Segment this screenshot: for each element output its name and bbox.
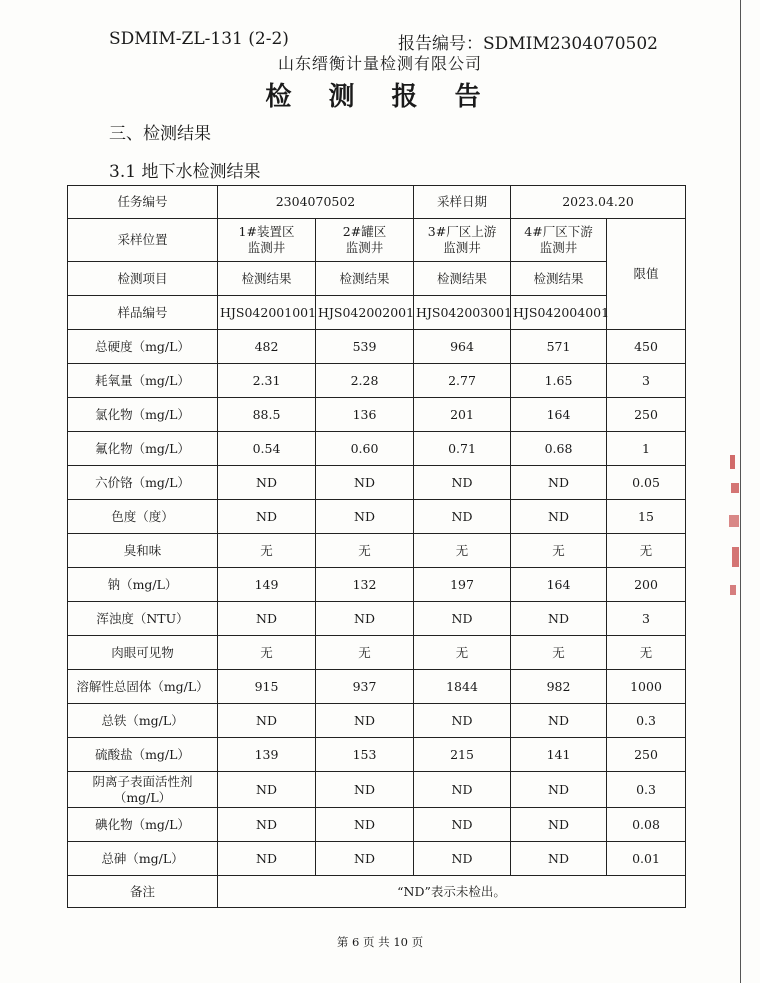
result-label: 检测结果 <box>218 262 316 296</box>
result-value: 2.31 <box>218 364 316 398</box>
result-value: 937 <box>316 670 414 704</box>
result-value: ND <box>414 500 511 534</box>
location-row <box>68 219 686 262</box>
table-row <box>68 568 686 602</box>
result-value: 2.28 <box>316 364 414 398</box>
result-value: 无 <box>218 636 316 670</box>
table-row <box>68 704 686 738</box>
result-value: ND <box>511 704 607 738</box>
table-row <box>68 636 686 670</box>
item-name: 臭和味 <box>68 534 218 568</box>
limit-value: 250 <box>607 738 686 772</box>
result-label: 检测结果 <box>511 262 607 296</box>
remark-row <box>68 876 686 908</box>
seal-stamp-fragment <box>728 455 742 615</box>
limit-value: 3 <box>607 602 686 636</box>
report-number: 报告编号：SDMIM2304070502 <box>398 34 658 54</box>
result-value: 915 <box>218 670 316 704</box>
table-row <box>68 398 686 432</box>
result-value: ND <box>414 808 511 842</box>
item-label: 检测项目 <box>68 262 218 296</box>
table-row <box>68 772 686 808</box>
result-value: ND <box>511 500 607 534</box>
location-cell: 2#罐区 监测井 <box>316 219 414 262</box>
result-value: ND <box>316 466 414 500</box>
result-value: 1.65 <box>511 364 607 398</box>
table-row <box>68 842 686 876</box>
result-value: ND <box>414 602 511 636</box>
result-value: 132 <box>316 568 414 602</box>
item-name: 耗氧量（mg/L） <box>68 364 218 398</box>
item-header-row <box>68 262 686 296</box>
result-value: ND <box>218 602 316 636</box>
sample-date-label: 采样日期 <box>414 186 511 219</box>
limit-value: 450 <box>607 330 686 364</box>
item-name: 阴离子表面活性剂 （mg/L） <box>68 772 218 808</box>
location-label: 采样位置 <box>68 219 218 262</box>
result-value: 136 <box>316 398 414 432</box>
item-name: 总硬度（mg/L） <box>68 330 218 364</box>
result-value: 139 <box>218 738 316 772</box>
result-value: 141 <box>511 738 607 772</box>
result-value: ND <box>511 466 607 500</box>
result-value: ND <box>316 500 414 534</box>
result-value: 0.71 <box>414 432 511 466</box>
remark-text: “ND”表示未检出。 <box>218 876 686 908</box>
result-value: 571 <box>511 330 607 364</box>
page-footer: 第 6 页 共 10 页 <box>336 935 424 949</box>
limit-value: 1 <box>607 432 686 466</box>
item-name: 六价铬（mg/L） <box>68 466 218 500</box>
page-title: 检 测 报 告 <box>265 82 495 112</box>
result-value: 201 <box>414 398 511 432</box>
result-value: ND <box>316 808 414 842</box>
table-row <box>68 432 686 466</box>
item-name: 肉眼可见物 <box>68 636 218 670</box>
item-name: 氯化物（mg/L） <box>68 398 218 432</box>
result-value: ND <box>414 842 511 876</box>
result-value: ND <box>414 704 511 738</box>
result-value: ND <box>511 772 607 808</box>
result-value: 153 <box>316 738 414 772</box>
result-value: 0.54 <box>218 432 316 466</box>
result-value: 无 <box>316 534 414 568</box>
company-name: 山东缙衡计量检测有限公司 <box>277 54 482 73</box>
result-value: 164 <box>511 398 607 432</box>
result-value: 无 <box>218 534 316 568</box>
result-value: 0.60 <box>316 432 414 466</box>
item-name: 氟化物（mg/L） <box>68 432 218 466</box>
item-name: 碘化物（mg/L） <box>68 808 218 842</box>
result-value: 无 <box>511 636 607 670</box>
result-value: 无 <box>414 534 511 568</box>
sample-no-row <box>68 296 686 330</box>
table-row <box>68 670 686 704</box>
result-value: ND <box>316 602 414 636</box>
result-value: ND <box>218 704 316 738</box>
subsection-heading: 3.1 地下水检测结果 <box>109 162 261 182</box>
item-name: 总铁（mg/L） <box>68 704 218 738</box>
table-row <box>68 534 686 568</box>
sample-no: HJS042001001 <box>218 296 316 330</box>
limit-value: 无 <box>607 534 686 568</box>
result-value: ND <box>218 772 316 808</box>
sample-no-label: 样品编号 <box>68 296 218 330</box>
result-value: 无 <box>414 636 511 670</box>
results-table <box>67 185 686 908</box>
limit-value: 3 <box>607 364 686 398</box>
location-cell: 3#厂区上游 监测井 <box>414 219 511 262</box>
result-value: 1844 <box>414 670 511 704</box>
result-value: ND <box>316 704 414 738</box>
result-value: ND <box>316 842 414 876</box>
table-row <box>68 466 686 500</box>
result-value: ND <box>218 500 316 534</box>
result-label: 检测结果 <box>316 262 414 296</box>
limit-value: 0.3 <box>607 704 686 738</box>
result-value: 982 <box>511 670 607 704</box>
result-value: 2.77 <box>414 364 511 398</box>
item-name: 溶解性总固体（mg/L） <box>68 670 218 704</box>
result-value: ND <box>511 602 607 636</box>
document-code: SDMIM-ZL-131 (2-2) <box>109 29 289 49</box>
limit-value: 200 <box>607 568 686 602</box>
result-value: 964 <box>414 330 511 364</box>
limit-value: 无 <box>607 636 686 670</box>
item-name: 色度（度） <box>68 500 218 534</box>
limit-value: 0.08 <box>607 808 686 842</box>
sample-no: HJS042003001 <box>414 296 511 330</box>
location-cell: 1#装置区 监测井 <box>218 219 316 262</box>
result-value: 215 <box>414 738 511 772</box>
table-row <box>68 500 686 534</box>
table-row <box>68 738 686 772</box>
result-value: 164 <box>511 568 607 602</box>
section-heading: 三、检测结果 <box>109 124 211 144</box>
table-row <box>68 364 686 398</box>
result-value: 无 <box>316 636 414 670</box>
task-no-value: 2304070502 <box>218 186 414 219</box>
item-name: 硫酸盐（mg/L） <box>68 738 218 772</box>
task-no-label: 任务编号 <box>68 186 218 219</box>
limit-value: 15 <box>607 500 686 534</box>
result-value: 88.5 <box>218 398 316 432</box>
result-value: ND <box>511 808 607 842</box>
limit-value: 1000 <box>607 670 686 704</box>
result-value: 149 <box>218 568 316 602</box>
result-value: 482 <box>218 330 316 364</box>
limit-value: 0.01 <box>607 842 686 876</box>
result-value: 539 <box>316 330 414 364</box>
limit-value: 0.3 <box>607 772 686 808</box>
task-row <box>68 186 686 219</box>
item-name: 钠（mg/L） <box>68 568 218 602</box>
result-value: ND <box>414 466 511 500</box>
result-value: 无 <box>511 534 607 568</box>
result-value: 0.68 <box>511 432 607 466</box>
item-name: 浑浊度（NTU） <box>68 602 218 636</box>
limit-value: 250 <box>607 398 686 432</box>
table-row <box>68 330 686 364</box>
result-value: ND <box>218 842 316 876</box>
result-value: ND <box>511 842 607 876</box>
table-row <box>68 808 686 842</box>
result-value: ND <box>218 466 316 500</box>
result-label: 检测结果 <box>414 262 511 296</box>
sample-no: HJS042002001 <box>316 296 414 330</box>
sample-no: HJS042004001 <box>511 296 607 330</box>
table-row <box>68 602 686 636</box>
sample-date-value: 2023.04.20 <box>511 186 686 219</box>
result-value: ND <box>414 772 511 808</box>
item-name: 总砷（mg/L） <box>68 842 218 876</box>
limit-value: 0.05 <box>607 466 686 500</box>
limit-header: 限值 <box>607 219 686 330</box>
result-value: 197 <box>414 568 511 602</box>
result-value: ND <box>218 808 316 842</box>
result-value: ND <box>316 772 414 808</box>
location-cell: 4#厂区下游 监测井 <box>511 219 607 262</box>
remark-label: 备注 <box>68 876 218 908</box>
